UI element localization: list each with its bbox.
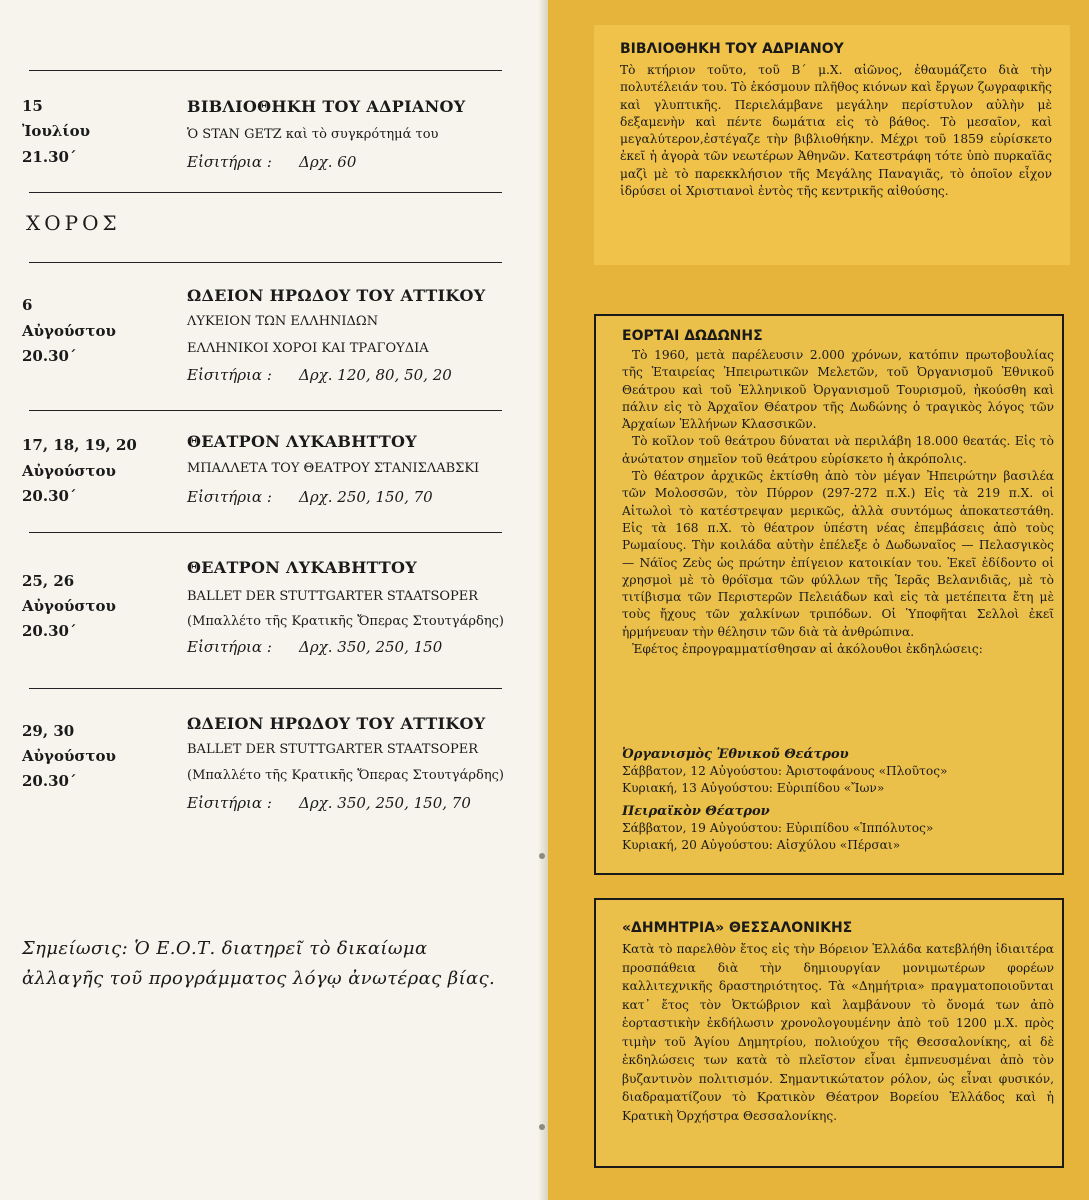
info-box-dodona xyxy=(594,314,1064,875)
event-tickets: Εἰσιτήρια : Δρχ. 120, 80, 50, 20 xyxy=(187,366,452,384)
event-performer: ΛΥΚΕΙΟΝ ΤΩΝ ΕΛΛΗΝΙΔΩΝ xyxy=(187,314,379,329)
event-venue: ΒΙΒΛΙΟΘΗΚΗ ΤΟΥ ΑΔΡΙΑΝΟΥ xyxy=(187,97,466,116)
divider xyxy=(29,262,502,263)
event-date: 17, 18, 19, 20 xyxy=(22,436,137,454)
divider xyxy=(29,410,502,411)
note-line: ἀλλαγῆς τοῦ προγράμματος λόγῳ ἀνωτέρας βίας. xyxy=(22,968,496,989)
event-tickets: Εἰσιτήρια : Δρχ. 250, 150, 70 xyxy=(187,488,433,506)
box-title: ΕΟΡΤΑΙ ΔΩΔΩΝΗΣ xyxy=(622,328,763,344)
event-time: 20.30΄ xyxy=(22,772,77,790)
paragraph: Τὸ κοῖλον τοῦ θεάτρου δύναται νὰ περιλάβη 18.000 θεατάς. Εἰς τὸ ἀνώτατον σημεῖον τοῦ θεάτρου εὑρίσκετο ἡ ἀκρόπολις. xyxy=(622,434,1054,466)
event-subtitle: (Μπαλλέτο τῆς Κρατικῆς Ὄπερας Στουτγάρδης) xyxy=(187,614,504,629)
event-date: 29, 30 xyxy=(22,722,75,740)
schedule xyxy=(622,746,1052,854)
info-box-dimitria xyxy=(594,898,1064,1168)
box-text xyxy=(622,347,1054,658)
event-performer: BALLET DER STUTTGARTER STAATSOPER xyxy=(187,589,479,604)
event-performer: BALLET DER STUTTGARTER STAATSOPER xyxy=(187,742,479,757)
box-text: Κατὰ τὸ παρελθὸν ἔτος εἰς τὴν Βόρειον Ἑλλάδα κατεβλήθη ἰδιαιτέρα προσπάθεια διὰ τὴν δημιουργίαν μονιμωτέρων φορέων καλλιτεχνικῆς δραστηριότητος. Τὰ «Δημήτρια» πραγματοποιοῦνται κατ᾽ ἔτος τὸν Ὀκτώβριον καὶ λαμβάνουν τὸ ὄνομά των ἀπὸ ἑορταστικὴν ἐκδήλωσιν χρονολογουμένην ἀπὸ τοῦ 1200 μ.Χ. πρὸς τιμὴν τοῦ Ἁγίου Δημητρίου, πολιούχου τῆς Θεσσαλονίκης, αἱ δὲ ἐκδηλώσεις των κατὰ τὸ πλεῖστον εἶναι ἐμπνευσμέναι ἀπὸ τὸν βυζαντινὸν πολιτισμόν. Σημαντικώτατον ρόλον, ὡς εἶναι φυσικόν, διαδραματίζουν τὸ Κρατικὸν Θέατρον Βορείου Ἑλλάδος καὶ ἡ Κρατικὴ Ὀρχήστρα Θεσσαλονίκης. xyxy=(622,942,1054,1123)
event-performer: ΜΠΑΛΛΕΤΑ ΤΟΥ ΘΕΑΤΡΟΥ ΣΤΑΝΙΣΛΑΒΣΚΙ xyxy=(187,461,480,476)
divider xyxy=(29,70,502,71)
event-venue: ΘΕΑΤΡΟΝ ΛΥΚΑΒΗΤΤΟΥ xyxy=(187,432,417,451)
box-text: Τὸ κτήριον τοῦτο, τοῦ Β΄ μ.Χ. αἰῶνος, ἐθαυμάζετο διὰ τὴν πολυτέλειάν του. Τὸ ἐκόσμουν πλῆθος κιόνων καὶ ἔργων ζωγραφικῆς καὶ γλυπτικῆς. Περιελάμβανε μεγάλην περίστυλον αὐλὴν μὲ δεξαμενὴν καὶ πέντε δωμάτια εἰς τὸ βάθος. Τὸ μεσαῖον, καὶ μεγαλύτερον,ἐστέγαζε τὴν βιβλιοθήκην. Μέχρι τοῦ 1859 εὑρίσκετο ἐκεῖ ἡ ἀγορὰ τῶν νεωτέρων Ἀθηνῶν. Κατεστράφη τότε ὑπὸ πυρκαϊᾶς μαζὶ μὲ τὸ παρεκκλήσιον τῆς Μεγάλης Παναγιᾶς, τὸ ὁποῖον εἶχον ἱδρύσει οἱ Χριστιανοὶ ἐντὸς τῆς κεντρικῆς αἰθούσης. xyxy=(620,63,1052,199)
event-month: Αὐγούστου xyxy=(22,462,116,480)
note-line: Σημείωσις: Ὁ Ε.Ο.Τ. διατηρεῖ τὸ δικαίωμα xyxy=(22,938,428,959)
event-tickets: Εἰσιτήρια : Δρχ. 350, 250, 150 xyxy=(187,638,443,656)
event-subtitle: ΕΛΛΗΝΙΚΟΙ ΧΟΡΟΙ ΚΑΙ ΤΡΑΓΟΥΔΙΑ xyxy=(187,341,429,356)
info-box-hadrian-library xyxy=(594,25,1070,265)
event-time: 21.30΄ xyxy=(22,148,77,166)
event-venue: ΘΕΑΤΡΟΝ ΛΥΚΑΒΗΤΤΟΥ xyxy=(187,558,417,577)
divider xyxy=(29,688,502,689)
organizer: Πειραϊκὸν Θέατρον xyxy=(622,804,770,819)
event-month: Ἰουλίου xyxy=(22,122,91,140)
event-venue: ΩΔΕΙΟΝ ΗΡΩΔΟΥ ΤΟΥ ΑΤΤΙΚΟΥ xyxy=(187,286,486,305)
staple-mark xyxy=(539,1124,545,1130)
schedule-line: Κυριακή, 20 Αὐγούστου: Αἰσχύλου «Πέρσαι» xyxy=(622,838,901,852)
event-venue: ΩΔΕΙΟΝ ΗΡΩΔΟΥ ΤΟΥ ΑΤΤΙΚΟΥ xyxy=(187,714,486,733)
event-month: Αὐγούστου xyxy=(22,322,116,340)
event-month: Αὐγούστου xyxy=(22,597,116,615)
divider xyxy=(29,532,502,533)
note xyxy=(22,934,502,994)
organizer: Ὀργανισμὸς Ἐθνικοῦ Θεάτρου xyxy=(622,747,849,762)
paragraph: Τὸ 1960, μετὰ παρέλευσιν 2.000 χρόνων, κατόπιν πρωτοβουλίας τῆς Ἑταιρείας Ἠπειρωτικῶν Μελετῶν, τοῦ Ὀργανισμοῦ Ἐθνικοῦ Θεάτρου καὶ τοῦ Ἑλληνικοῦ Ὀργανισμοῦ Τουρισμοῦ, ἠκούσθη καὶ πάλιν εἰς τὸ Ἀρχαῖον Θέατρον τῆς Δωδώνης ὁ τραγικὸς λόγος τῶν Ἀρχαίων Ἑλλήνων Κλασσικῶν. xyxy=(622,348,1054,432)
event-month: Αὐγούστου xyxy=(22,747,116,765)
event-performer: Ὁ STAN GETZ καὶ τὸ συγκρότημά του xyxy=(187,127,439,142)
event-date: 6 xyxy=(22,296,33,314)
staple-mark xyxy=(539,853,545,859)
paragraph: Τὸ θέατρον ἀρχικῶς ἐκτίσθη ἀπὸ τὸν μέγαν Ἠπειρώτην βασιλέα τῶν Μολοσσῶν, τὸν Πύρρον (297-272 π.Χ.) Εἰς τὰ 219 π.Χ. οἱ Αἰτωλοὶ τὸ κατέστρεψαν μερικῶς, ἀλλὰ συντόμως ἀποκατεστάθη. Εἰς τὰ 168 π.Χ. τὸ θέατρον ὑπέστη νέας ἐπεμβάσεις ἀπὸ τοὺς Ρωμαίους. Τὴν κοιλάδα αὐτὴν ἐπέλεξε ὁ Δωδωναῖος — Πελασγικὸς — Νάϊος Ζεὺς ὡς πρώτην ἐπίγειον κατοικίαν του. Ἐκεῖ ἐδίδοντο οἱ χρησμοὶ μὲ τὸ θρόϊσμα τῶν φύλλων τῆς Ἱερᾶς Βελανιδιᾶς, μὲ τὸ τιτίβισμα τῶν Περιστερῶν Πελειάδων καὶ εἰς τὰ μετέπειτα ἔτη μὲ τοὺς ἤχους τῶν χαλκίνων τριπόδων. Οἱ Ὑποφῆται Σελλοὶ ἐκεῖ ἡρμήνευαν τὴν θέλησιν τῶν διὰ τὰ ἀνθρώπινα. xyxy=(622,469,1054,639)
schedule-line: Κυριακή, 13 Αὐγούστου: Εὐριπίδου «Ἴων» xyxy=(622,781,885,795)
box-title: «ΔΗΜΗΤΡΙΑ» ΘΕΣΣΑΛΟΝΙΚΗΣ xyxy=(622,920,853,936)
section-heading: ΧΟΡΟΣ xyxy=(26,211,121,235)
event-time: 20.30΄ xyxy=(22,487,77,505)
schedule-line: Σάββατον, 19 Αὐγούστου: Εὐριπίδου «Ἱππόλυτος» xyxy=(622,821,934,835)
event-subtitle: (Μπαλλέτο τῆς Κρατικῆς Ὄπερας Στουτγάρδης) xyxy=(187,768,504,783)
divider xyxy=(29,192,502,193)
event-tickets: Εἰσιτήρια : Δρχ. 350, 250, 150, 70 xyxy=(187,794,471,812)
event-date: 25, 26 xyxy=(22,572,75,590)
paragraph: Ἐφέτος ἐπρογραμματίσθησαν αἱ ἀκόλουθοι ἐκδηλώσεις: xyxy=(632,642,983,657)
event-tickets: Εἰσιτήρια : Δρχ. 60 xyxy=(187,153,357,171)
event-time: 20.30΄ xyxy=(22,622,77,640)
event-date: 15 xyxy=(22,97,43,115)
schedule-line: Σάββατον, 12 Αὐγούστου: Ἀριστοφάνους «Πλοῦτος» xyxy=(622,764,948,778)
box-title: ΒΙΒΛΙΟΘΗΚΗ ΤΟΥ ΑΔΡΙΑΝΟΥ xyxy=(620,41,844,57)
event-time: 20.30΄ xyxy=(22,347,77,365)
